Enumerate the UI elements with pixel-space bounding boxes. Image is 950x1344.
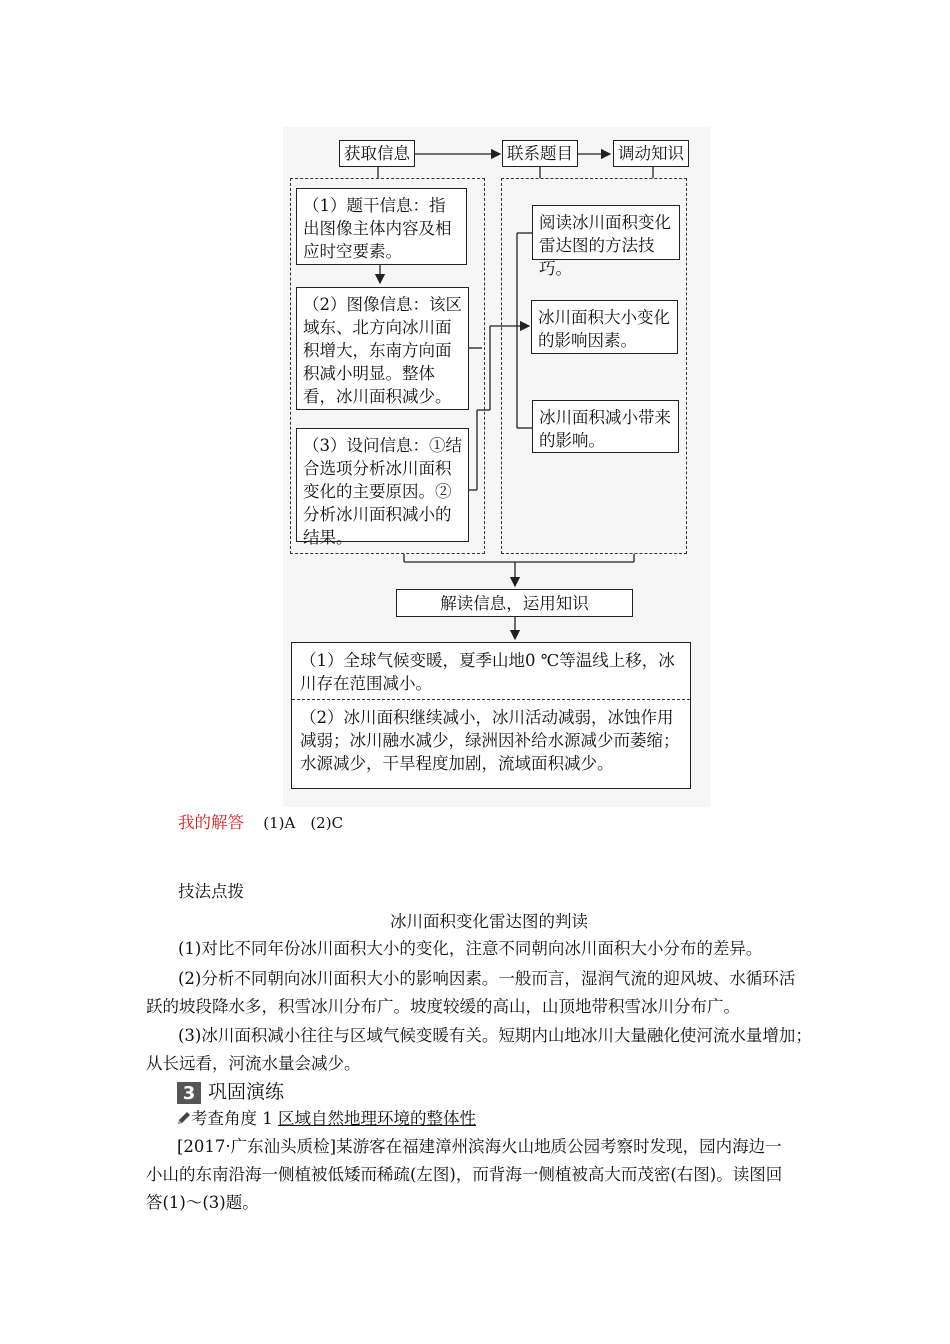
recall-knowledge-label: 调动知识 — [618, 144, 684, 163]
tips-paragraph-2a: (2)分析不同朝向冰川面积大小的影响因素。一般而言，湿润气流的迎风坡、水循环活 — [178, 969, 796, 988]
stem-info-text: （1）题干信息：指出图像主体内容及相应时空要素。 — [303, 196, 452, 261]
question-info-box — [296, 428, 469, 547]
tips-paragraph-1: (1)对比不同年份冰川面积大小的变化，注意不同朝向冰川面积大小分布的差异。 — [178, 939, 763, 958]
impact-text: 冰川面积减小带来的影响。 — [539, 408, 671, 450]
recall-knowledge-box — [613, 140, 689, 167]
radar-method-text: 阅读冰川面积变化雷达图的方法技巧。 — [539, 213, 671, 278]
answer-text: (1)A (2)C — [263, 814, 344, 832]
section-title: 巩固演练 — [208, 1081, 285, 1103]
interpret-label: 解读信息，运用知识 — [440, 593, 589, 613]
radar-method-box — [532, 205, 680, 278]
impact-box — [532, 400, 679, 453]
tips-paragraph-3a: (3)冰川面积减小往往与区域气候变暖有关。短期内山地冰川大量融化使河流水量增加； — [178, 1026, 812, 1045]
result-item-1 — [292, 643, 690, 700]
stem-info-box — [296, 188, 467, 265]
result-text-2: （2）冰川面积继续减小，冰川活动减弱，冰蚀作用减弱；冰川融水减少，绿洲因补给水源减少而萎缩；水源减少，干旱程度加剧，流域面积减少。 — [300, 708, 680, 773]
question-line-3: 答(1)～(3)题。 — [146, 1193, 259, 1212]
tips-paragraph-3b: 从长远看，河流水量会减少。 — [146, 1054, 361, 1073]
influence-factors-text: 冰川面积大小变化的影响因素。 — [538, 308, 670, 350]
tips-title: 冰川面积变化雷达图的判读 — [390, 912, 588, 931]
image-info-text: （2）图像信息：该区域东、北方向冰川面积增大，东南方向面积减小明显。整体看，冰川面积减少。 — [303, 295, 462, 406]
image-info-box — [296, 287, 469, 410]
pencil-icon — [177, 1106, 191, 1120]
section-number-badge — [177, 1082, 201, 1104]
question-line-1: [2017·广东汕头质检]某游客在福建漳州滨海火山地质公园考察时发现，园内海边一 — [177, 1137, 782, 1156]
section-number: 3 — [182, 1082, 196, 1104]
angle-line — [177, 1105, 476, 1133]
answer-line — [178, 809, 343, 837]
get-info-box — [339, 140, 415, 167]
tips-heading: 技法点拨 — [178, 882, 244, 901]
result-text-1: （1）全球气候变暖，夏季山地0 ℃等温线上移，冰川存在范围减小。 — [300, 651, 675, 693]
angle-text: 区域自然地理环境的整体性 — [278, 1109, 476, 1128]
interpret-box — [396, 589, 633, 617]
tips-paragraph-2b: 跃的坡段降水多，积雪冰川分布广。坡度较缓的高山，山顶地带积雪冰川分布广。 — [146, 997, 740, 1016]
result-box — [291, 642, 691, 789]
question-line-2: 小山的东南沿海一侧植被低矮而稀疏(左图)，而背海一侧植被高大而茂密(右图)。读图回 — [146, 1165, 783, 1184]
link-topic-label: 联系题目 — [507, 144, 573, 163]
result-item-2 — [292, 700, 690, 781]
angle-prefix: 考查角度 1 — [191, 1109, 278, 1128]
influence-factors-box — [531, 300, 678, 354]
answer-label: 我的解答 — [178, 813, 244, 832]
link-topic-box — [502, 140, 578, 167]
get-info-label: 获取信息 — [344, 144, 410, 163]
question-info-text: （3）设问信息：①结合选项分析冰川面积变化的主要原因。②分析冰川面积减小的结果。 — [303, 436, 462, 547]
